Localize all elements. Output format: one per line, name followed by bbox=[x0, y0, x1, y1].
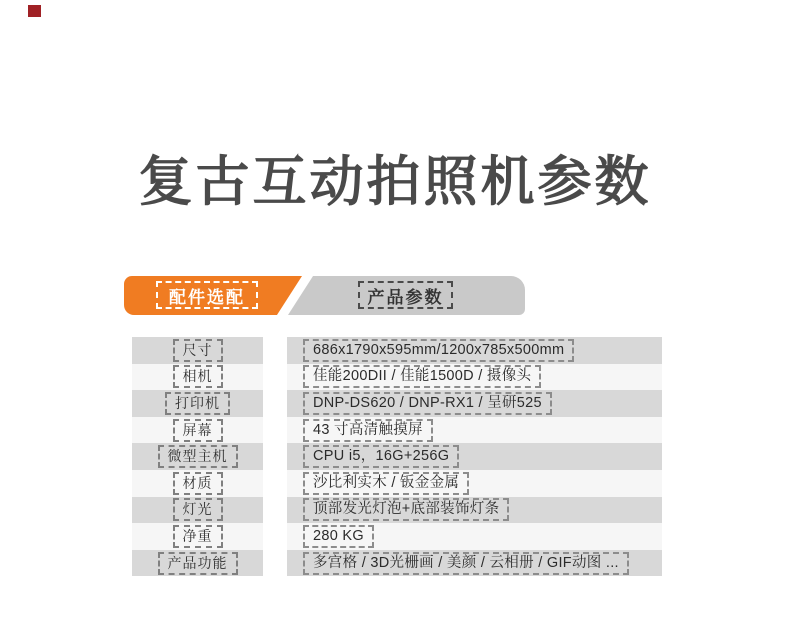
spec-row-lighting bbox=[0, 497, 790, 524]
spec-value-cell bbox=[287, 443, 662, 470]
spec-label-cell bbox=[132, 550, 263, 577]
spec-label: 微型主机 bbox=[158, 445, 238, 468]
tab-bar bbox=[0, 276, 790, 315]
tab-accessories[interactable] bbox=[124, 276, 302, 315]
spec-value-cell bbox=[287, 523, 662, 550]
spec-row-printer bbox=[0, 390, 790, 417]
spec-label-cell bbox=[132, 523, 263, 550]
spec-label: 尺寸 bbox=[173, 339, 223, 362]
spec-label: 灯光 bbox=[173, 498, 223, 521]
spec-value-cell bbox=[287, 337, 662, 364]
spec-value-cell bbox=[287, 470, 662, 497]
spec-label-cell bbox=[132, 364, 263, 391]
spec-value-cell bbox=[287, 390, 662, 417]
spec-value: 顶部发光灯泡+底部装饰灯条 bbox=[303, 498, 509, 521]
spec-value: 43 寸高清触摸屏 bbox=[303, 419, 433, 442]
spec-label-cell bbox=[132, 337, 263, 364]
spec-value-cell bbox=[287, 497, 662, 524]
spec-label-cell bbox=[132, 417, 263, 444]
spec-value: 280 KG bbox=[303, 525, 374, 548]
spec-label-cell bbox=[132, 443, 263, 470]
spec-row-size bbox=[0, 337, 790, 364]
spec-value: 佳能200DII / 佳能1500D / 摄像头 bbox=[303, 365, 541, 388]
spec-value: 多宫格 / 3D光栅画 / 美颜 / 云相册 / GIF动图 ... bbox=[303, 552, 629, 575]
spec-table bbox=[0, 337, 790, 576]
spec-row-weight bbox=[0, 523, 790, 550]
spec-label: 产品功能 bbox=[158, 552, 238, 575]
spec-row-camera bbox=[0, 364, 790, 391]
spec-value: 沙比利实木 / 钣金金属 bbox=[303, 472, 469, 495]
spec-value-cell bbox=[287, 364, 662, 391]
spec-label-cell bbox=[132, 497, 263, 524]
spec-label: 屏幕 bbox=[173, 419, 223, 442]
spec-label: 打印机 bbox=[165, 392, 230, 415]
spec-label: 相机 bbox=[173, 365, 223, 388]
red-corner-marker bbox=[28, 5, 41, 17]
spec-row-minipc bbox=[0, 443, 790, 470]
spec-label-cell bbox=[132, 470, 263, 497]
spec-label-cell bbox=[132, 390, 263, 417]
tab-product-params-label: 产品参数 bbox=[358, 281, 453, 309]
tab-product-params[interactable] bbox=[288, 276, 525, 315]
spec-value: DNP-DS620 / DNP-RX1 / 呈研525 bbox=[303, 392, 552, 415]
spec-row-screen bbox=[0, 417, 790, 444]
spec-value: 686x1790x595mm/1200x785x500mm bbox=[303, 339, 574, 362]
spec-row-functions bbox=[0, 550, 790, 577]
page-title: 复古互动拍照机参数 bbox=[138, 152, 652, 213]
spec-label: 净重 bbox=[173, 525, 223, 548]
spec-value-cell bbox=[287, 417, 662, 444]
spec-value: CPU i5，16G+256G bbox=[303, 445, 459, 468]
tab-accessories-label: 配件选配 bbox=[156, 281, 258, 309]
spec-row-material bbox=[0, 470, 790, 497]
spec-label: 材质 bbox=[173, 472, 223, 495]
spec-value-cell bbox=[287, 550, 662, 577]
